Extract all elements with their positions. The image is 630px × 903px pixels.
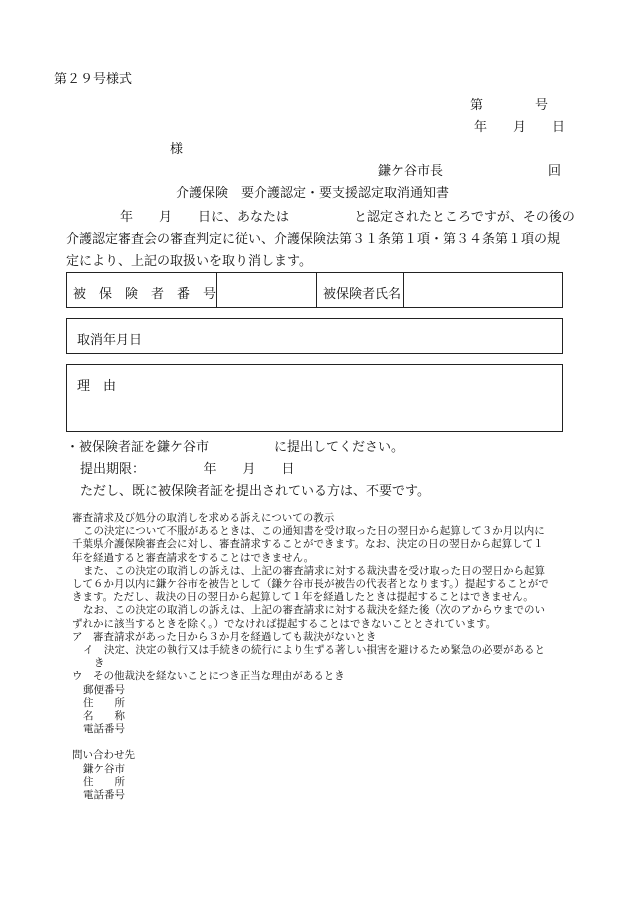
document-title: 介護保険 要介護認定・要支援認定取消通知書 xyxy=(176,186,450,201)
contact-address-label: 住 所 xyxy=(83,775,125,788)
appeal-notice xyxy=(72,512,552,802)
seal-mark: 回 xyxy=(548,164,562,179)
notice-phone-label: 電話番号 xyxy=(83,723,125,736)
insured-name-label: 被保険者氏名 xyxy=(323,287,402,302)
contact-heading: 問い合わせ先 xyxy=(72,749,135,762)
body-line-3: 定により、上記の取扱いを取り消します。 xyxy=(66,254,312,269)
submission-instruction: ・被保険者証を鎌ケ谷市 に提出してください。 xyxy=(66,440,405,455)
insured-info-row xyxy=(66,272,563,308)
issue-date: 年 月 日 xyxy=(474,120,566,135)
contact-city: 鎌ケ谷市 xyxy=(83,762,125,775)
reason-box xyxy=(66,364,563,432)
notice-item-u: ウ その他裁決を経ないことにつき正当な理由があるとき xyxy=(72,670,345,683)
body-line-1: 年 月 日に、あなたは と認定されたところですが、その後の xyxy=(120,210,575,225)
issuer-name: 鎌ケ谷市長 xyxy=(378,164,444,179)
contact-phone-label: 電話番号 xyxy=(83,789,125,802)
notice-heading: 審査請求及び処分の取消しを求める訴えについての教示 xyxy=(72,512,335,524)
submission-deadline: 提出期限： 年 月 日 xyxy=(80,462,295,477)
notice-para-2: また、この決定の取消しの訴えは、上記の審査請求に対する裁決書を受け取った日の翌日から起算して６か月以内に鎌ケ谷市を被告として（鎌ケ谷市長が被告の代表者となります。）提起することができます。ただし、裁決の日の翌日から起算して１年を経過したときは提起することはできません。 xyxy=(72,564,549,604)
notice-item-a: ア 審査請求があった日から３か月を経過しても裁決がないとき xyxy=(72,630,377,643)
addressee-suffix: 様 xyxy=(170,142,184,157)
notice-para-1: この決定について不服があるときは、この通知書を受け取った日の翌日から起算して３か月以内に千葉県介護保険審査会に対し、審査請求することができます。なお、決定の日の翌日から起算して１年を経過すると審査請求をすることはできません。 xyxy=(72,525,545,564)
reason-label: 理 由 xyxy=(77,379,117,394)
cancel-date-label: 取消年月日 xyxy=(77,333,143,348)
body-line-2: 介護認定審査会の審査判定に従い、介護保険法第３１条第１項・第３４条第１項の規 xyxy=(66,232,561,247)
notice-name-label: 名 称 xyxy=(83,710,125,723)
insured-number-label: 被 保 険 者 番 号 xyxy=(73,287,217,302)
notice-para-3: なお、この決定の取消しの訴えは、上記の審査請求に対する裁決を経た後（次のアからウまでのいずれかに該当するときを除く。）でなければ提起することはできないこととされています。 xyxy=(72,604,545,630)
notice-item-i: イ 決定、決定の執行又は手続きの続行により生ずる著しい損害を避けるため緊急の必要があるとき xyxy=(83,644,545,670)
form-number: 第２９号様式 xyxy=(54,72,133,87)
submission-note: ただし、既に被保険者証を提出されている方は、不要です。 xyxy=(80,484,430,499)
document-number: 第 号 xyxy=(470,98,549,113)
notice-postal-label: 郵便番号 xyxy=(83,683,125,696)
notice-address-label: 住 所 xyxy=(83,696,125,709)
cancel-date-box xyxy=(66,318,563,354)
